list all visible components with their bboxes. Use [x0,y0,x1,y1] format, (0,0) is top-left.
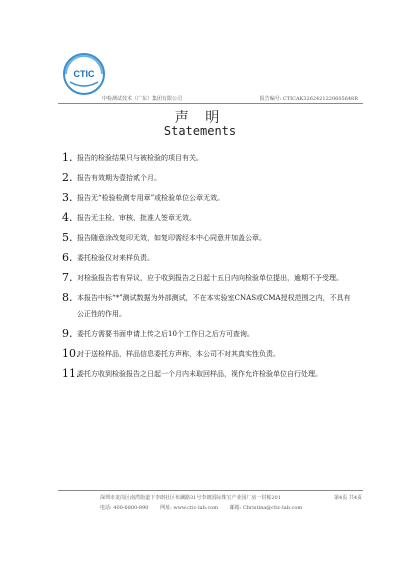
statement-text: 报告有效期为壹拾贰个月。 [77,174,161,182]
footer-address: 深圳市龙岗区南湾街道下李朗社区布澜路31号李朗国际珠宝产业园厂房一封栋201 [100,495,281,501]
statement-item [62,250,352,266]
statement-text: 委托方需要书面申请上传之后10个工作日之后方可查询。 [77,330,254,338]
statement-text: 本报告中标“*”测试数据为外部测试，不在本实验室CNAS或CMA授权范围之内，不具有公正性的作用。 [77,294,351,318]
statement-item [62,230,352,246]
header-divider [58,103,363,104]
footer-tel: 电话: 400-6800-890 [100,505,149,511]
statement-item [62,170,352,186]
page-title-en: Statements [163,124,237,138]
report-header [58,95,358,107]
statement-number: 7. [62,271,73,284]
statement-item [62,150,352,166]
statement-text: 报告无“检验检测专用章”或检验单位公章无效。 [77,194,225,202]
statement-text: 报告随意涂改复印无效，如复印需经本中心同意并加盖公章。 [77,234,266,242]
statement-number: 10. [62,347,80,360]
report-number: 报告编号: CTICAK3262421220605648R [259,96,358,102]
statement-text: 报告无主检、审核、批准人签章无效。 [77,214,196,222]
statement-number: 9. [62,327,73,340]
statement-number: 1. [62,151,73,164]
statement-text: 委托检验仅对来样负责。 [77,254,154,262]
statement-item [62,190,352,206]
report-footer [100,493,380,513]
statements-list [62,150,352,386]
statement-item [62,290,352,322]
footer-email: 邮箱: Christina@ctic-lab.com [229,505,303,511]
statement-item [62,366,352,382]
statement-text: 对检验报告若有异议，应于收到报告之日起十五日内向检验单位提出，逾期不予受理。 [77,274,343,282]
statement-text: 报告的检验结果只与被检验的项目有关。 [77,154,203,162]
statement-number: 3. [62,191,73,204]
statement-item [62,346,352,362]
page-title-cn: 声 明 [174,110,226,126]
statement-number: 5. [62,231,73,244]
statement-number: 6. [62,251,73,264]
footer-address-row [100,493,380,503]
footer-page-number: 第4页 共4页 [334,495,362,501]
statement-item [62,270,352,286]
statement-item [62,210,352,226]
ctic-logo-icon [62,52,106,96]
statement-number: 8. [62,291,73,304]
footer-contact-row [100,503,380,513]
statement-number: 11. [62,367,80,380]
statement-number: 2. [62,171,73,184]
footer-web: 网址: www.ctic-lab.com [160,505,218,511]
statement-text: 委托方收到检验报告之日起一个月内未取回样品，视作允许检验单位自行处理。 [77,370,322,378]
statement-number: 4. [62,211,73,224]
logo-text: CTIC [73,69,95,79]
statement-item [62,326,352,342]
footer-divider [58,490,363,491]
statement-text: 对于送检样品，样品信息委托方声称，本公司不对其真实性负责。 [77,350,280,358]
company-name: 中检测试技术（广东）集团有限公司 [102,96,183,102]
